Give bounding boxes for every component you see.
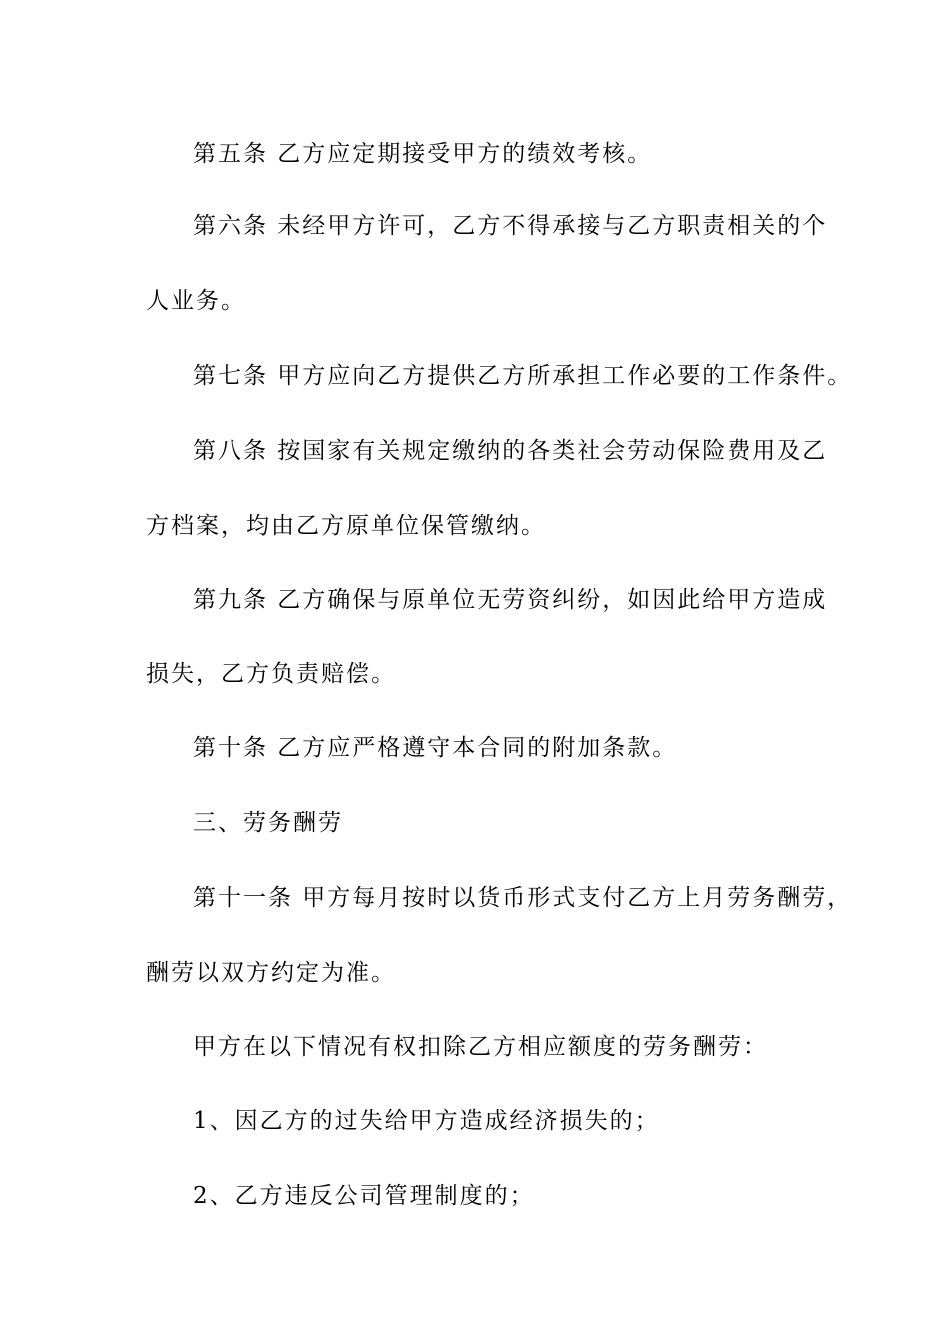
deduction-intro-text: 甲方在以下情况有权扣除乙方相应额度的劳务酬劳：: [193, 1034, 768, 1060]
article-6-text: 第六条 未经甲方许可，乙方不得承接与乙方职责相关的个: [193, 213, 828, 239]
article-10-text: 第十条 乙方应严格遵守本合同的附加条款。: [193, 735, 678, 761]
article-8-text: 第八条 按国家有关规定缴纳的各类社会劳动保险费用及乙: [193, 438, 828, 464]
deduction-item-2: 2、乙方违反公司管理制度的；: [193, 1183, 535, 1209]
article-11-continuation: 酬劳以双方约定为准。: [146, 960, 396, 986]
article-7-text: 第七条 甲方应向乙方提供乙方所承担工作必要的工作条件。: [193, 363, 853, 389]
article-5-text: 第五条 乙方应定期接受甲方的绩效考核。: [193, 141, 653, 167]
article-11-text: 第十一条 甲方每月按时以货币形式支付乙方上月劳务酬劳，: [193, 885, 853, 911]
article-8-continuation: 方档案，均由乙方原单位保管缴纳。: [146, 513, 546, 539]
article-9-text: 第九条 乙方确保与原单位无劳资纠纷，如因此给甲方造成: [193, 587, 828, 613]
article-9-continuation: 损失，乙方负责赔偿。: [146, 661, 396, 687]
article-6-continuation: 人业务。: [146, 288, 246, 314]
deduction-item-1: 1、因乙方的过失给甲方造成经济损失的；: [193, 1108, 660, 1134]
section-3-heading: 三、劳务酬劳: [193, 810, 343, 836]
